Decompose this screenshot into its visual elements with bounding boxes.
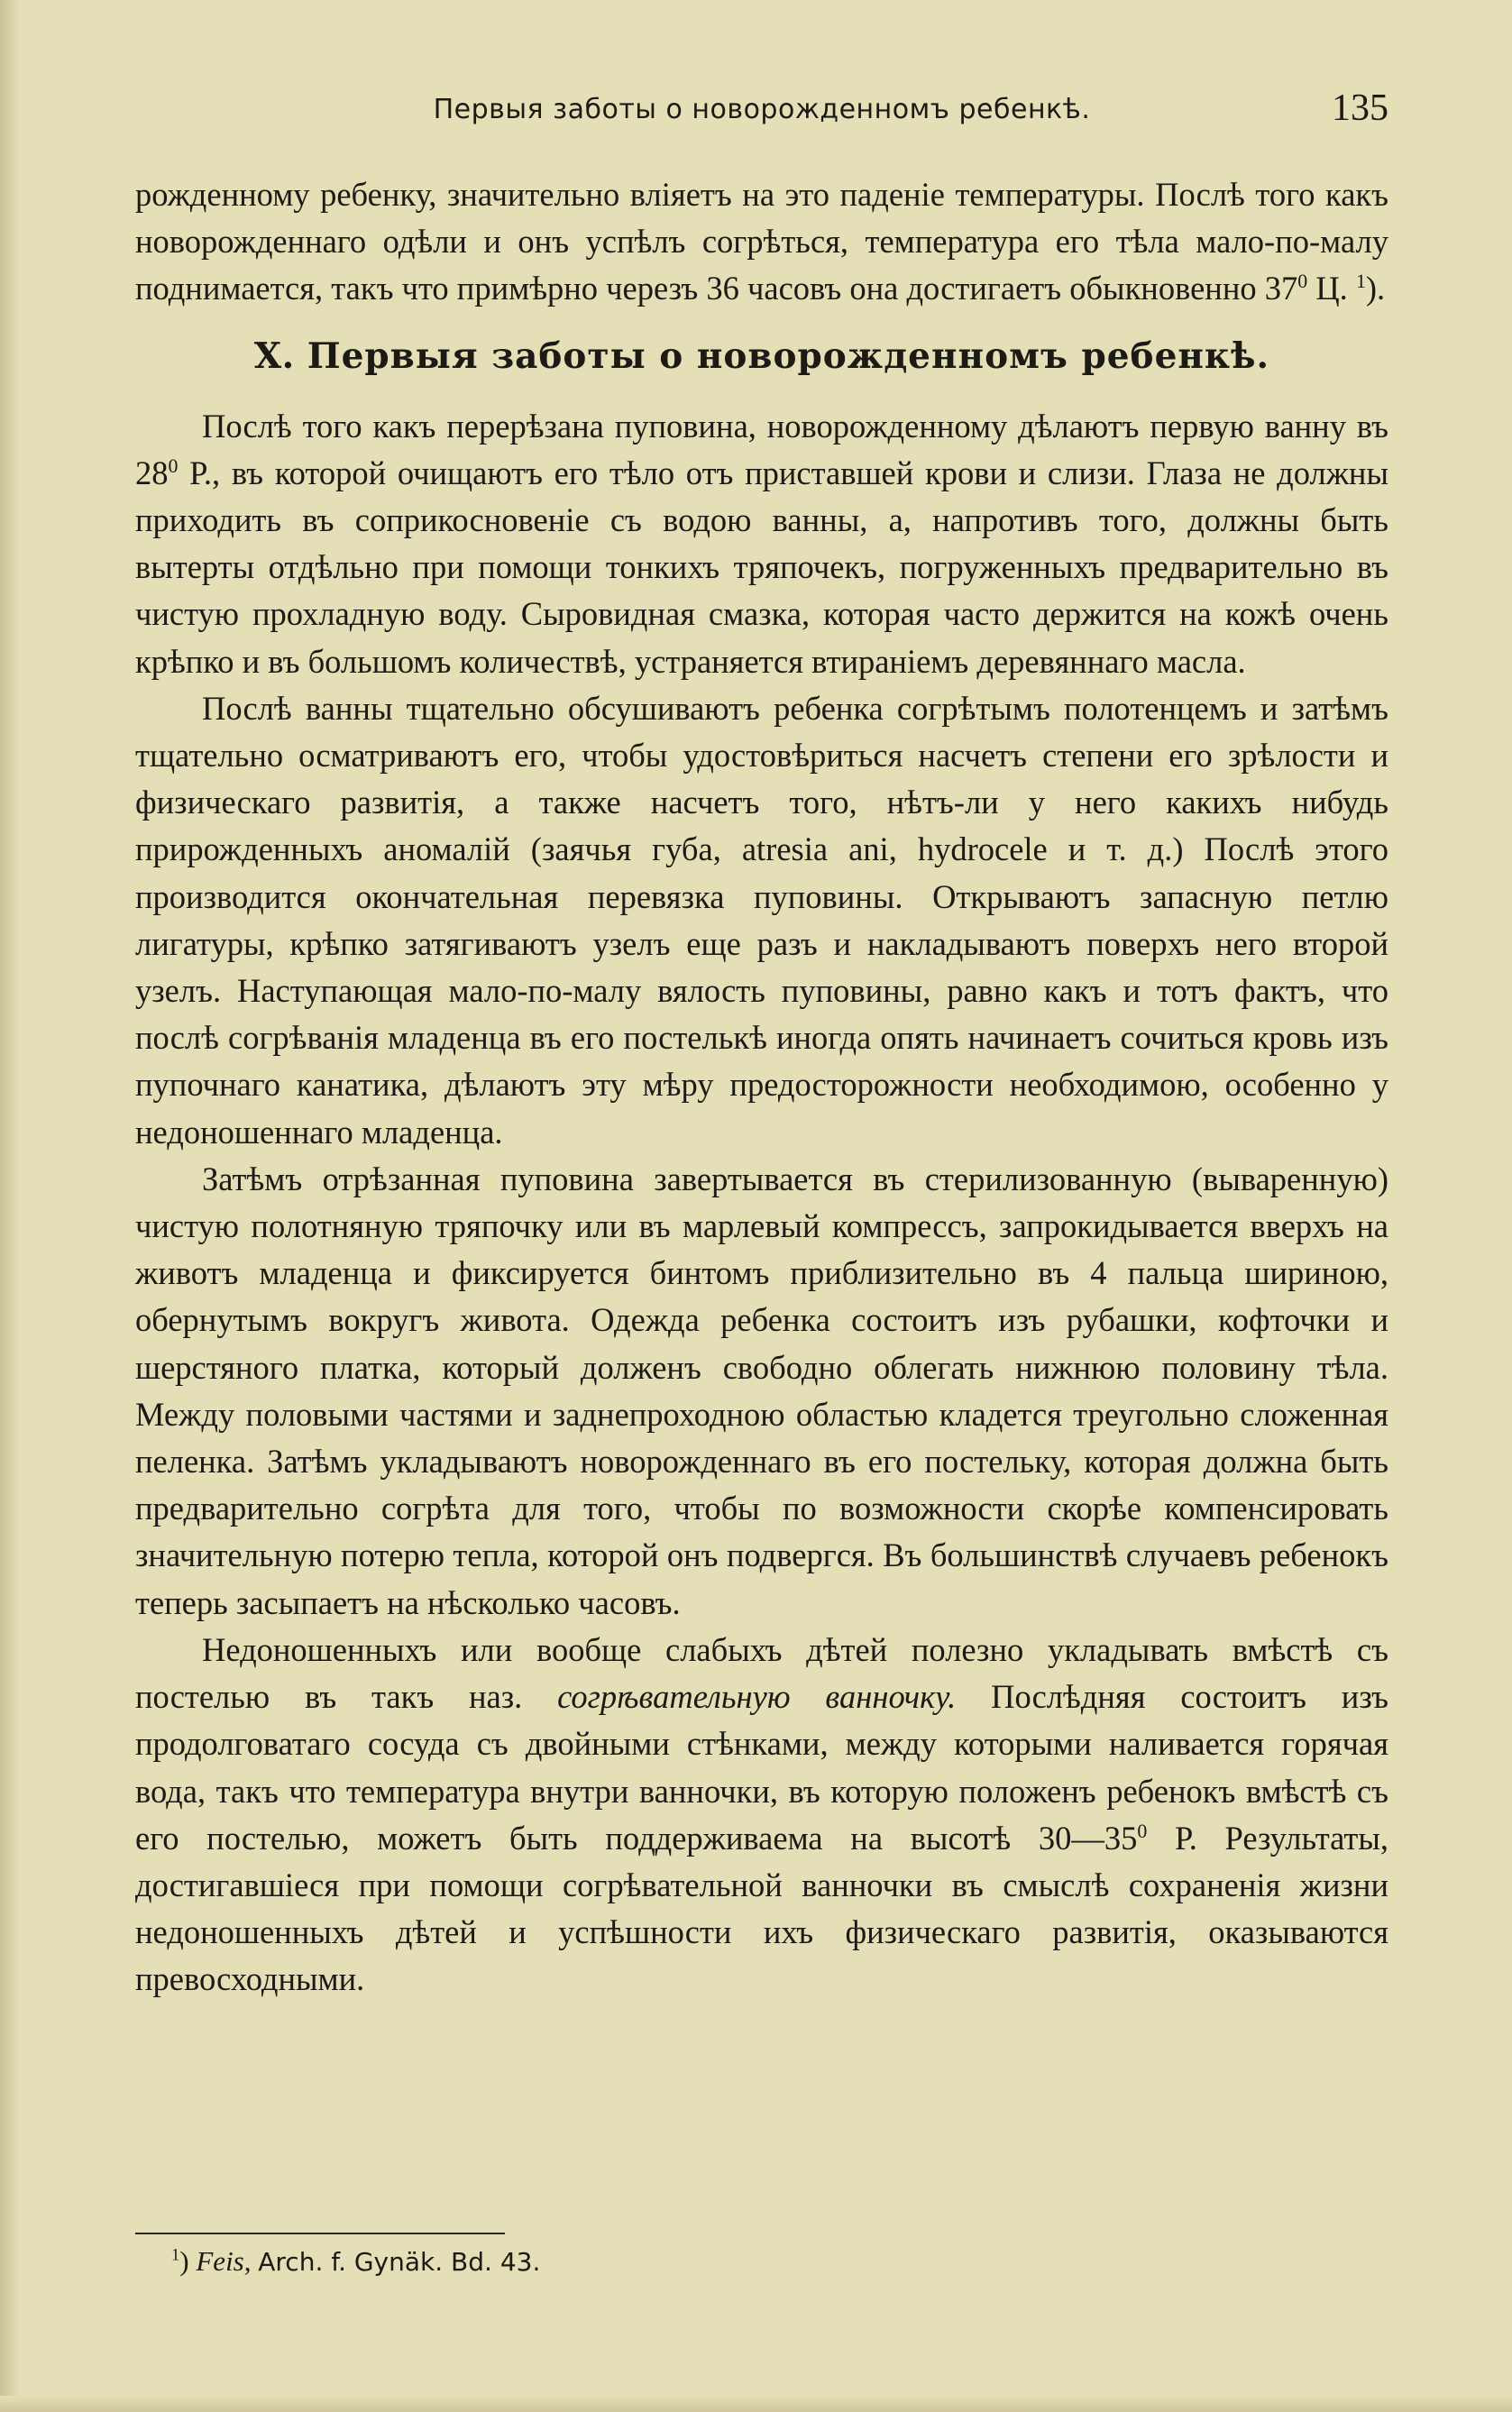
section-number: X.	[253, 335, 295, 377]
paragraph-2: Послѣ ванны тщательно обсушиваютъ ребенка согрѣтымъ полотенцемъ и затѣмъ тщательно осматриваютъ его, чтобы удостовѣриться насчетъ степени его зрѣлости и физическаго развитія, а также насчетъ того, нѣтъ-ли у него какихъ нибудь прирожденныхъ аномалій (заячья губа, atresia ani, hydrocele и т. д.) Послѣ этого производится окончательная перевязка пуповины. Открываютъ запасную петлю лигатуры, крѣпко затягиваютъ узелъ еще разъ и накладываютъ поверхъ него второй узелъ. Наступающая мало-по-малу вялость пуповины, равно какъ и тотъ фактъ, что послѣ согрѣванія младенца въ его постелькѣ иногда опять начинаетъ сочиться кровь изъ пупочнаго канатика, дѣлаютъ эту мѣру предосторожности необходимою, особенно у недоношеннаго младенца.	[135, 689, 1388, 1151]
footnote-marker-close: )	[179, 2245, 189, 2277]
degree-mark: 0	[1137, 1819, 1148, 1842]
footnote-reference: Arch. f. Gynäk. Bd. 43.	[258, 2247, 541, 2277]
paragraph-1	[135, 403, 1388, 685]
footnote-separator	[135, 2233, 505, 2234]
paragraph-text: ).	[1365, 270, 1386, 307]
footnote	[171, 2242, 540, 2282]
paragraph-text: Недоношенныхъ или вообще слабыхъ дѣтей полезно укладывать вмѣстѣ съ постелью въ такъ наз.	[135, 1630, 1388, 1716]
paragraph-text: рожденному ребенку, значительно вліяетъ на это паденіе температуры. Послѣ того какъ новорожденнаго одѣли и онъ успѣлъ согрѣться, температура его тѣла мало-по-малу поднимается, такъ что примѣрно черезъ 36 часовъ она достигаетъ обыкновенно 37	[135, 176, 1388, 307]
page-number: 135	[1332, 87, 1388, 129]
paragraph-text: Послѣдняя состоитъ изъ продолговатаго сосуда съ двойными стѣнками, между которыми наливается горячая вода, такъ что температура внутри ванночки, въ которую положенъ ребенокъ вмѣстѣ съ его постелью, можетъ быть поддерживаема на высотѣ 30—35	[135, 1678, 1388, 1857]
footnote-ref[interactable]: 1	[1355, 270, 1366, 293]
footnote-author: Feis,	[196, 2245, 252, 2277]
section-title: Первыя заботы о новорожденномъ ребенкѣ.	[307, 335, 1270, 377]
paragraph-continued	[135, 171, 1388, 313]
paragraph-3: Затѣмъ отрѣзанная пуповина завертывается въ стерилизованную (вываренную) чистую полотняную тряпочку или въ марлевый компрессъ, запрокидывается вверхъ на животъ младенца и фиксируется бинтомъ приблизительно въ 4 пальца шириною, обернутымъ вокругъ живота. Одежда ребенка состоитъ изъ рубашки, кофточки и шерстяного платка, который долженъ свободно облегать нижнюю половину тѣла. Между половыми частями и заднепроходною областью кладется треугольно сложенная пеленка. Затѣмъ укладываютъ новорожденнаго въ его постельку, которая должна быть предварительно согрѣта для того, чтобы по возможности скорѣе компенсировать значительную потерю тепла, которой онъ подвергся. Въ большинствѣ случаевъ ребенокъ теперь засыпаетъ на нѣсколько часовъ.	[135, 1160, 1388, 1621]
italic-term: согрѣвательную ванночку.	[557, 1678, 957, 1716]
running-head	[135, 87, 1388, 132]
footnote-marker: 1	[171, 2245, 180, 2265]
paragraph-4	[135, 1627, 1388, 2004]
text-block	[135, 171, 1388, 2004]
paragraph-text: Р. Результаты, достигавшіеся при помощи согрѣвательной ванночки въ смыслѣ сохраненія жизни недоношенныхъ дѣтей и успѣшности ихъ физическаго развитія, оказываются превосходными.	[135, 1819, 1388, 1998]
paragraph-text: Р., въ которой очищаютъ его тѣло отъ приставшей крови и слизи. Глаза не должны приходить въ соприкосновеніе съ водою ванны, а, напротивъ того, должны быть вытерты отдѣльно при помощи тонкихъ тряпочекъ, погруженныхъ предварительно въ чистую прохладную воду. Сыровидная смазка, которая часто держится на кожѣ очень крѣпко и въ большомъ количествѣ, устраняется втираніемъ деревяннаго масла.	[135, 454, 1388, 680]
degree-mark: 0	[168, 454, 179, 477]
paragraph-text: Ц.	[1307, 270, 1356, 307]
section-heading	[135, 331, 1388, 381]
degree-mark: 0	[1297, 270, 1308, 293]
paragraph-text: Послѣ того какъ перерѣзана пуповина, новорожденному дѣлаютъ первую ванну въ 28	[135, 407, 1388, 491]
running-title: Первыя заботы о новорожденномъ ребенкѣ.	[433, 94, 1091, 125]
